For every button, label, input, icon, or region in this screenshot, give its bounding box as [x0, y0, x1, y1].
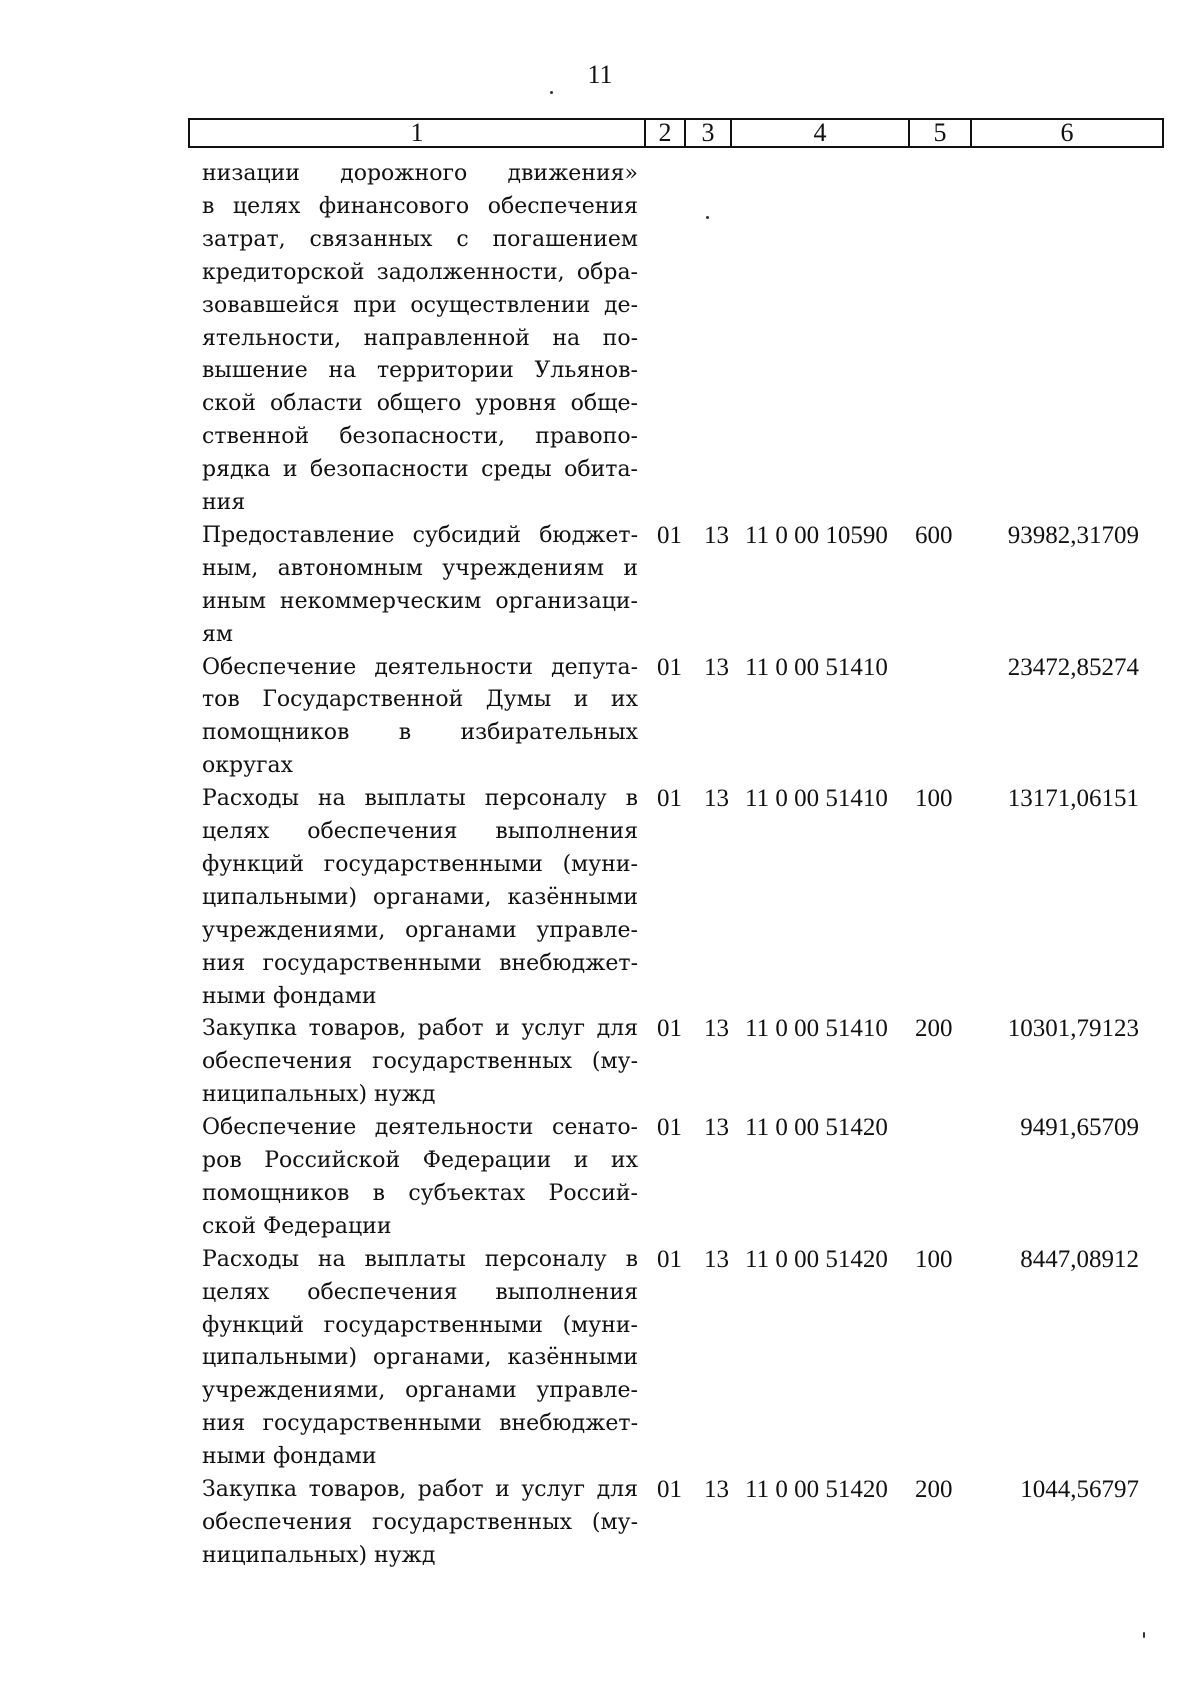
description-line: функций государственными (муни- — [202, 1312, 638, 1338]
subsection-code: 13 — [704, 521, 729, 549]
amount-value: 13171,06151 — [1007, 785, 1139, 813]
description-line: ния — [202, 490, 246, 516]
scan-speck — [1143, 1632, 1145, 1638]
description-line: ров Российской Федерации и их — [202, 1148, 638, 1173]
description-line: тов Государственной Думы и их — [202, 687, 638, 713]
description-line: ятельности, направленной на по- — [202, 325, 638, 351]
description-line: ния государственными внебюджет- — [202, 1411, 638, 1437]
description-line: ными фондами — [202, 983, 377, 1009]
description-line: Закупка товаров, работ и услуг для — [202, 1016, 638, 1042]
amount-value: 8447,08912 — [1020, 1245, 1139, 1273]
description-line: ным, автономным учреждениям и — [202, 555, 638, 581]
amount-value: 9491,65709 — [1020, 1114, 1139, 1142]
amount-value: 10301,79123 — [1007, 1015, 1139, 1043]
table-header — [188, 118, 1164, 148]
description-line: Предоставление субсидий бюджет- — [202, 522, 638, 548]
row-description — [202, 158, 638, 520]
target-article-code: 11 0 00 51420 — [745, 1245, 888, 1273]
row-description — [202, 1112, 638, 1244]
target-article-code: 11 0 00 10590 — [745, 521, 888, 549]
description-line: вышение на территории Ульянов- — [202, 358, 638, 384]
description-line: затрат, связанных с погашением — [202, 226, 638, 252]
page-number: 11 — [587, 60, 613, 89]
description-line: Расходы на выплаты персоналу в — [202, 1246, 638, 1272]
description-line: ской Федерации — [202, 1213, 392, 1239]
table-row — [0, 1112, 1200, 1244]
description-line: целях обеспечения выполнения — [202, 819, 638, 844]
table-row — [0, 1013, 1200, 1112]
description-line: функций государственными (муни- — [202, 851, 638, 877]
table-row — [0, 520, 1200, 652]
description-line: в целях финансового обеспечения — [202, 193, 638, 219]
subsection-code: 13 — [704, 785, 729, 813]
section-code: 01 — [657, 1015, 682, 1043]
header-col-3: 3 — [684, 120, 730, 146]
row-description — [202, 652, 638, 784]
section-code: 01 — [657, 785, 682, 813]
expense-type-code: 100 — [915, 785, 953, 813]
row-description — [202, 520, 638, 652]
row-description — [202, 1013, 638, 1112]
description-line: Обеспечение деятельности сенато- — [202, 1115, 638, 1141]
subsection-code: 13 — [704, 1015, 729, 1043]
target-article-code: 11 0 00 51420 — [745, 1114, 888, 1142]
description-line: Закупка товаров, работ и услуг для — [202, 1477, 638, 1502]
header-col-2: 2 — [644, 120, 684, 146]
header-col-4: 4 — [730, 120, 908, 146]
table-row — [0, 1244, 1200, 1474]
expense-type-code: 200 — [915, 1476, 953, 1503]
amount-value: 93982,31709 — [1007, 521, 1139, 549]
subsection-code: 13 — [704, 653, 729, 681]
expense-type-code: 100 — [915, 1245, 953, 1273]
description-line: зовавшейся при осуществлении де- — [202, 292, 638, 318]
description-line: ям — [202, 621, 233, 647]
amount-value: 1044,56797 — [1020, 1476, 1139, 1503]
description-line: помощников в избирательных — [202, 720, 638, 746]
description-line: ными фондами — [202, 1444, 377, 1470]
description-line: ципальными) органами, казёнными — [202, 884, 638, 910]
description-line: учреждениями, органами управле- — [202, 1378, 638, 1404]
table-row — [0, 1474, 1200, 1573]
expense-type-code: 200 — [915, 1015, 953, 1043]
description-line: учреждениями, органами управле- — [202, 917, 638, 943]
expense-type-code: 600 — [915, 521, 953, 549]
target-article-code: 11 0 00 51410 — [745, 785, 888, 813]
description-line: ниципальных) нужд — [202, 1542, 436, 1568]
scan-speck — [706, 216, 709, 219]
subsection-code: 13 — [704, 1476, 729, 1503]
target-article-code: 11 0 00 51410 — [745, 1015, 888, 1043]
amount-value: 23472,85274 — [1007, 653, 1139, 681]
description-line: Расходы на выплаты персоналу в — [202, 786, 638, 812]
description-line: ципальными) органами, казёнными — [202, 1345, 638, 1371]
description-line: целях обеспечения выполнения — [202, 1279, 638, 1305]
section-code: 01 — [657, 1114, 682, 1142]
description-line: ния государственными внебюджет- — [202, 950, 638, 976]
subsection-code: 13 — [704, 1245, 729, 1273]
section-code: 01 — [657, 1476, 682, 1503]
subsection-code: 13 — [704, 1114, 729, 1142]
target-article-code: 11 0 00 51420 — [745, 1476, 888, 1503]
description-line: ской области общего уровня обще- — [202, 391, 638, 417]
description-line: рядка и безопасности среды обита- — [202, 457, 638, 483]
description-line: помощников в субъектах Россий- — [202, 1180, 638, 1206]
target-article-code: 11 0 00 51410 — [745, 653, 888, 681]
row-description — [202, 1474, 638, 1573]
section-code: 01 — [657, 521, 682, 549]
section-code: 01 — [657, 653, 682, 681]
description-line: ственной безопасности, правопо- — [202, 424, 638, 450]
row-description — [202, 1244, 638, 1474]
description-line: обеспечения государственных (му- — [202, 1049, 638, 1075]
scan-speck — [550, 91, 553, 94]
header-col-1: 1 — [410, 118, 424, 147]
table-row — [0, 652, 1200, 784]
header-col-5: 5 — [908, 120, 970, 146]
table-row — [0, 158, 1200, 520]
row-description — [202, 783, 638, 1013]
table-row — [0, 783, 1200, 1013]
description-line: низации дорожного движения» — [202, 161, 638, 186]
description-line: кредиторской задолженности, обра- — [202, 259, 638, 285]
description-line: округах — [202, 753, 294, 779]
header-col-6: 6 — [970, 120, 1162, 146]
description-line: Обеспечение деятельности депута- — [202, 654, 638, 680]
description-line: ниципальных) нужд — [202, 1082, 436, 1108]
description-line: обеспечения государственных (му- — [202, 1509, 638, 1535]
description-line: иным некоммерческим организаци- — [202, 588, 638, 614]
section-code: 01 — [657, 1245, 682, 1273]
